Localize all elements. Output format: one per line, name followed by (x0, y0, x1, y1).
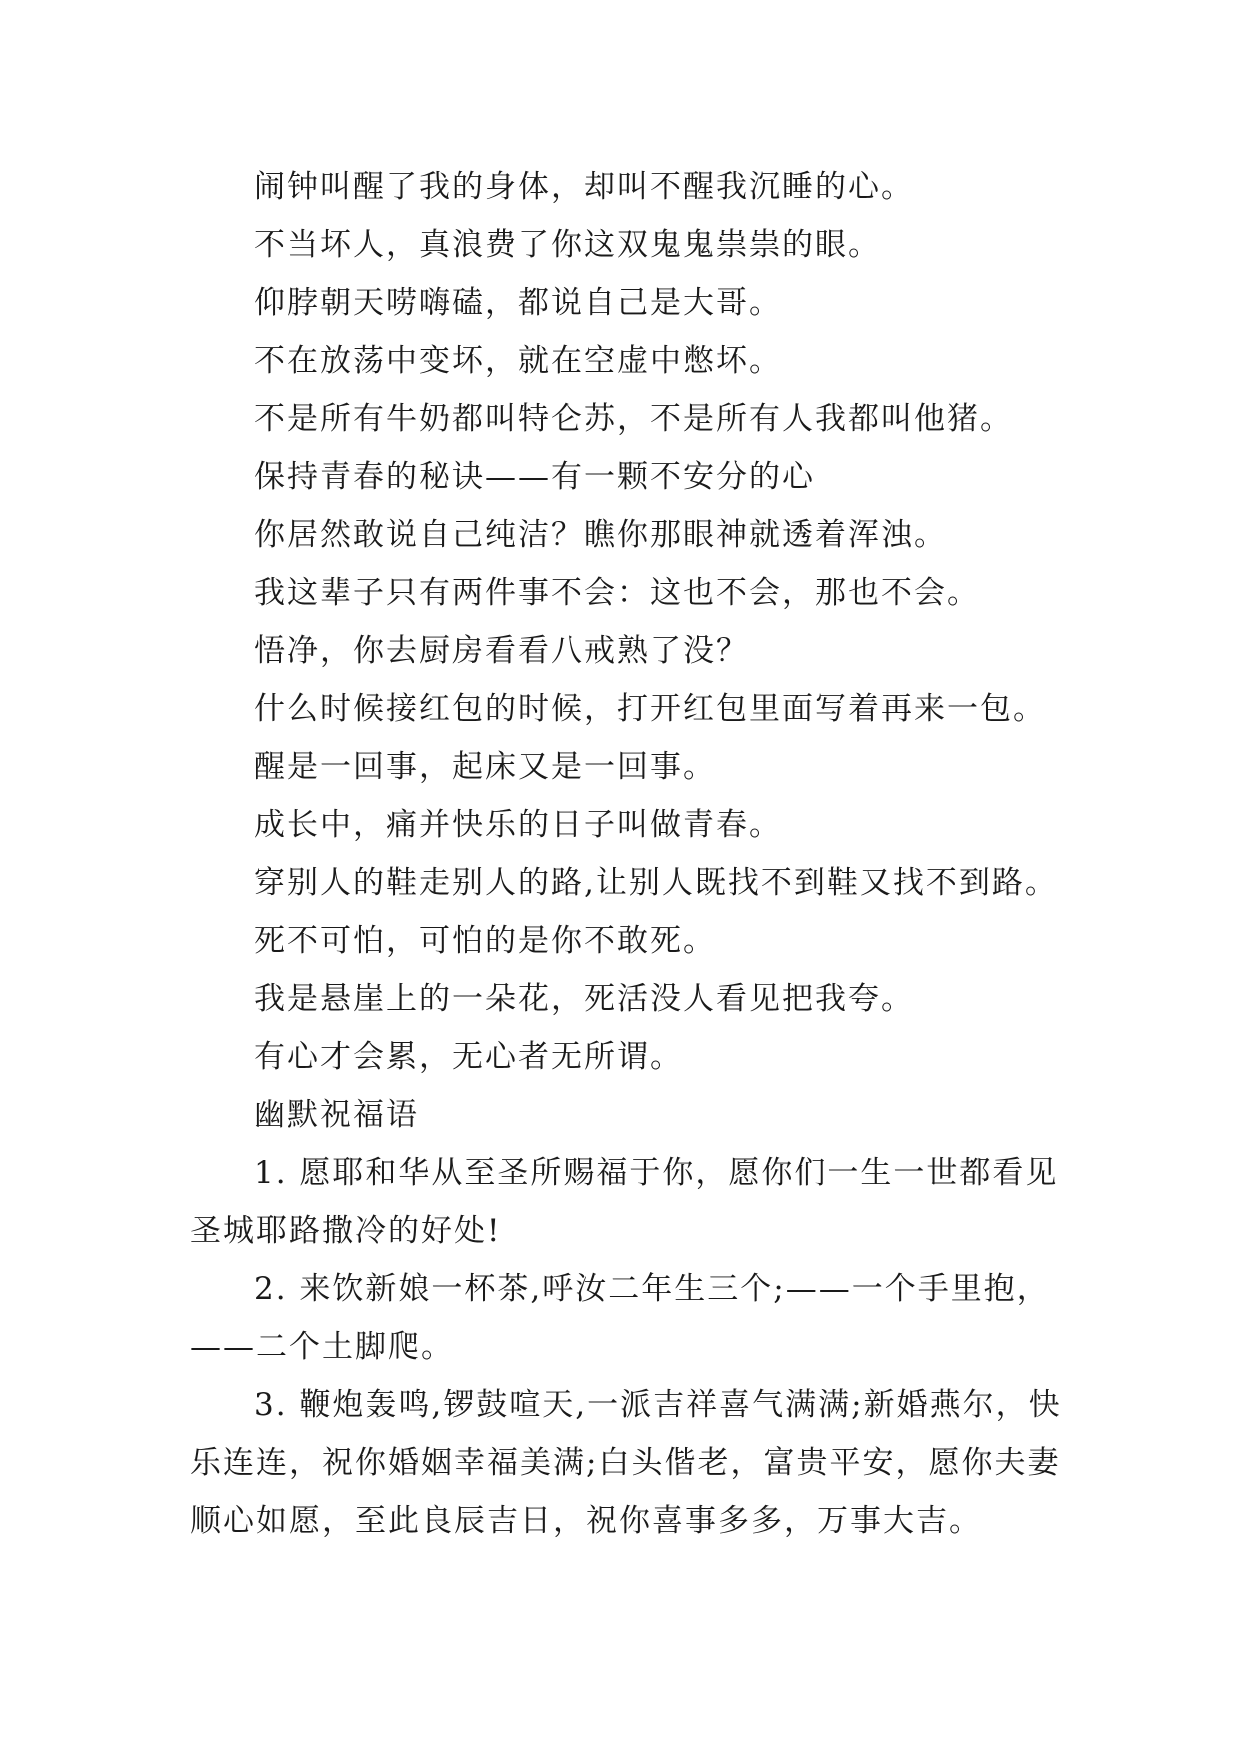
document-body (190, 158, 1070, 1550)
text-line: 悟净，你去厨房看看八戒熟了没？ (254, 633, 749, 669)
text-line: 我是悬崖上的一朵花，死活没人看见把我夸。 (254, 981, 914, 1017)
section-heading: 幽默祝福语 (254, 1097, 419, 1133)
text-line: 仰脖朝天唠嗨磕，都说自己是大哥。 (254, 285, 782, 321)
text-line: 闹钟叫醒了我的身体，却叫不醒我沉睡的心。 (254, 169, 914, 205)
text-line: 我这辈子只有两件事不会：这也不会，那也不会。 (254, 575, 980, 611)
text-line: 有心才会累，无心者无所谓。 (254, 1039, 683, 1075)
blessing-paragraph-2: 2. 来饮新娘一杯茶,呼汝二年生三个;——一个手里抱，——二个土脚爬。 (190, 1271, 1050, 1365)
blessing-paragraph-1: 1. 愿耶和华从至圣所赐福于你，愿你们一生一世都看见圣城耶路撒冷的好处! (190, 1155, 1059, 1249)
text-line: 穿别人的鞋走别人的路,让别人既找不到鞋又找不到路。 (254, 865, 1058, 901)
text-line: 保持青春的秘诀——有一颗不安分的心 (254, 459, 815, 495)
text-line: 你居然敢说自己纯洁？瞧你那眼神就透着浑浊。 (254, 517, 947, 553)
text-line: 什么时候接红包的时候，打开红包里面写着再来一包。 (254, 691, 1046, 727)
blessing-paragraph-3: 3. 鞭炮轰鸣,锣鼓喧天,一派吉祥喜气满满;新婚燕尔，快乐连连，祝你婚姻幸福美满;白头偕老，富贵平安，愿你夫妻顺心如愿，至此良辰吉日，祝你喜事多多，万事大吉。 (190, 1387, 1062, 1539)
text-line: 成长中，痛并快乐的日子叫做青春。 (254, 807, 782, 843)
text-line: 不当坏人，真浪费了你这双鬼鬼祟祟的眼。 (254, 227, 881, 263)
text-line: 不是所有牛奶都叫特仑苏，不是所有人我都叫他猪。 (254, 401, 1013, 437)
text-line: 醒是一回事，起床又是一回事。 (254, 749, 716, 785)
text-line: 死不可怕，可怕的是你不敢死。 (254, 923, 716, 959)
text-line: 不在放荡中变坏，就在空虚中憋坏。 (254, 343, 782, 379)
